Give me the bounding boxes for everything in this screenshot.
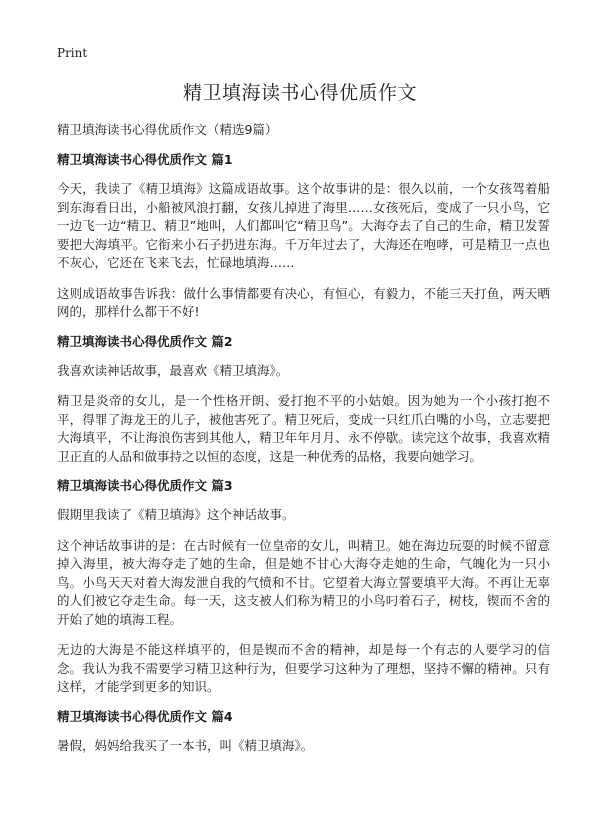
paragraph: 我喜欢读神话故事，最喜欢《精卫填海》。 [57,362,289,378]
section-heading: 精卫填海读书心得优质作文 篇4 [57,708,233,724]
section-heading: 精卫填海读书心得优质作文 篇2 [57,333,233,349]
paragraph: 这则成语故事告诉我：做什么事情都要有决心，有恒心，有毅力，不能三天打鱼，两天晒网的，那样什么都干不好! [57,285,550,319]
section-heading: 精卫填海读书心得优质作文 篇3 [57,478,233,493]
paragraph: 这个神话故事讲的是：在古时候有一位皇帝的女儿，叫精卫。她在海边玩耍的时候不留意掉入海里，被大海夺走了她的生命，但是她不甘心大海夺走她的生命，气魄化为一只小鸟。小鸟天天对着大海发泄自我的气愤和不甘。它望着大海立誓要填平大海。不再让无辜的人们被它夺走生命。每一天，这支被人们称为精卫的小鸟叼着石子，树枝，锲而不舍的开始了她的填海工程。 [57,537,550,627]
essay-section-2 [57,334,550,467]
document-body [57,152,550,767]
document-subtitle: 精卫填海读书心得优质作文（精选9篇） [57,122,278,137]
section-heading: 精卫填海读书心得优质作文 篇1 [57,152,233,167]
paragraph: 今天，我读了《精卫填海》这篇成语故事。这个故事讲的是：很久以前，一个女孩驾着船到东海看日出，小船被风浪打翻，女孩儿掉进了海里……女孩死后，变成了一只小鸟，它一边飞一边“精卫、精卫”地叫，人们都叫它“精卫鸟”。大海夺去了自己的生命，精卫发誓要把大海填平。它衔来小石子扔进东海。千万年过去了，大海还在咆哮，可是精卫一点也不灰心，它还在飞来飞去，忙碌地填海…… [57,181,550,270]
essay-section-1 [57,152,550,322]
paragraph: 无边的大海是不能这样填平的，但是锲而不舍的精神，却是每一个有志的人要学习的信念。我认为我不需要学习精卫这种行为，但要学习这种为了理想，坚持不懈的精神。只有这样，才能学到更多的知识。 [57,642,550,694]
print-link[interactable]: Print [57,46,88,60]
essay-section-4 [57,709,550,756]
essay-section-3 [57,478,550,697]
page-title: 精卫填海读书心得优质作文 [182,82,417,104]
paragraph: 假期里我读了《精卫填海》这个神话故事。 [57,507,295,522]
paragraph: 暑假，妈妈给我买了一本书，叫《精卫填海》。 [57,737,314,753]
paragraph: 精卫是炎帝的女儿，是一个性格开朗、爱打抱不平的小姑娘。因为她为一个小孩打抱不平，得罪了海龙王的儿子，被他害死了。精卫死后，变成一只红爪白嘴的小鸟，立志要把大海填平，不让海浪伤害到其他人，精卫年年月月、永不停歇。读完这个故事，我喜欢精卫正直的人品和做事持之以恒的态度，这是一种优秀的品格，我要向她学习。 [57,393,550,464]
